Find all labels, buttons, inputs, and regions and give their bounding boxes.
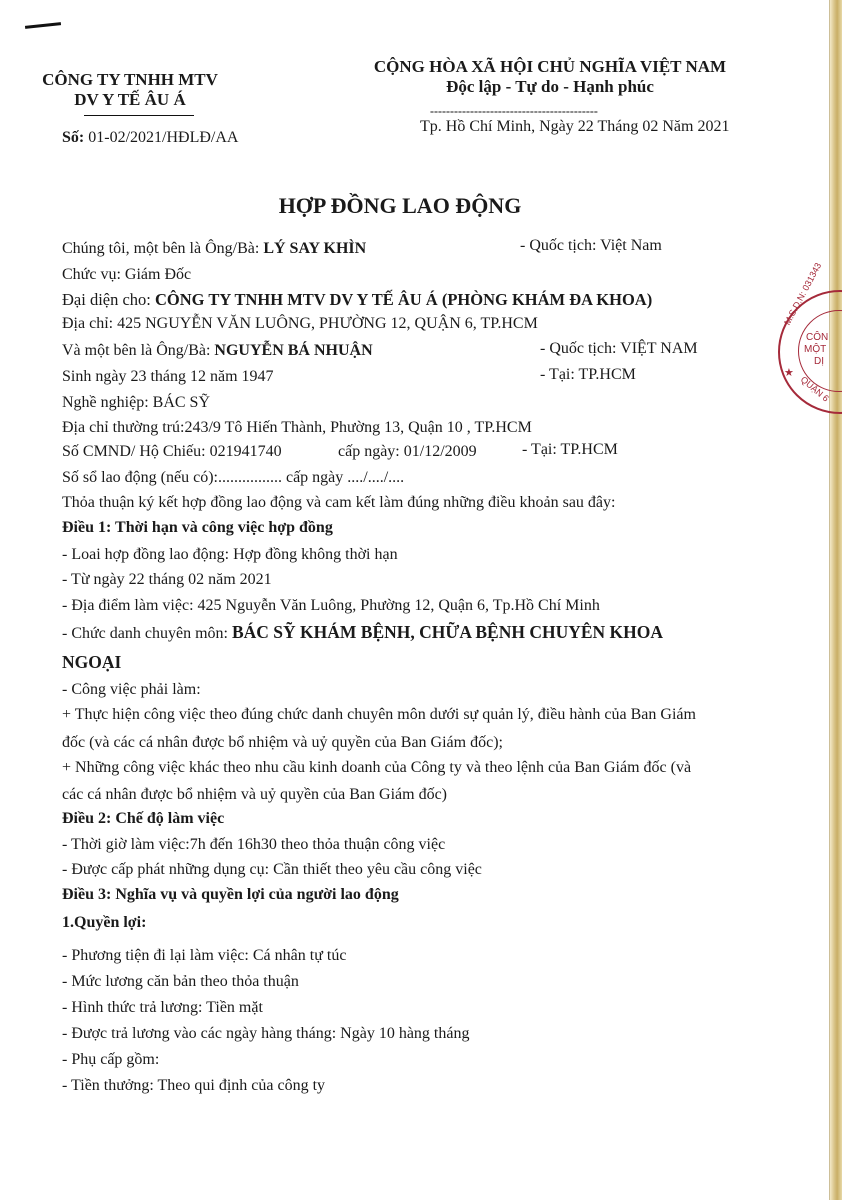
job-title-value: BÁC SỸ KHÁM BỆNH, CHỮA BỆNH CHUYÊN KHOA — [231, 622, 664, 642]
employee-nationality: - Quốc tịch: VIỆT NAM — [540, 340, 698, 357]
employer-position: Chức vụ: Giám Đốc — [62, 266, 192, 283]
article1-start-date: - Từ ngày 22 tháng 02 năm 2021 — [62, 571, 272, 588]
benefit-item: - Phương tiện đi lại làm việc: Cá nhân tự túc — [62, 947, 347, 964]
article3-subheading: 1.Quyền lợi: — [62, 914, 147, 931]
motto-dash-rule: ------------------------------------------ — [430, 104, 598, 118]
article1-heading: Điều 1: Thời hạn và công việc hợp đồng — [62, 519, 333, 536]
stamp-star-icon: ★ — [784, 367, 794, 379]
company-header — [30, 70, 230, 110]
employer-intro-label: Chúng tôi, một bên là Ông/Bà: — [62, 240, 264, 257]
article3-heading: Điều 3: Nghĩa vụ và quyền lợi của người lao động — [62, 886, 399, 903]
national-motto: Độc lập - Tự do - Hạnh phúc — [446, 77, 654, 96]
article1-work-place: - Địa điểm làm việc: 425 Nguyễn Văn Luông, Phường 12, Quận 6, Tp.Hồ Chí Minh — [62, 597, 600, 614]
article2-hours: - Thời giờ làm việc:7h đến 16h30 theo thỏa thuận công việc — [62, 836, 446, 853]
pen-mark — [25, 22, 61, 29]
employer-represent — [62, 290, 652, 310]
stamp-center-line1: CÔN — [806, 332, 829, 343]
employee-id-issue-place: - Tại: TP.HCM — [522, 441, 618, 458]
employee-residence: Địa chỉ thường trú:243/9 Tô Hiến Thành, Phường 13, Quận 10 , TP.HCM — [62, 419, 532, 436]
article1-duty2-line2: các cá nhân được bổ nhiệm và uỷ quyền của Ban Giám đốc) — [62, 786, 447, 803]
company-stamp — [778, 261, 842, 414]
article1-contract-type: - Loai hợp đồng lao động: Hợp đồng không thời hạn — [62, 546, 398, 563]
document-number-label: Số: — [62, 129, 85, 146]
employer-name: LÝ SAY KHÌN — [263, 240, 367, 257]
employee-birth: Sinh ngày 23 tháng 12 năm 1947 — [62, 368, 274, 385]
article1-duties-label: - Công việc phải làm: — [62, 681, 201, 698]
stamp-bottom-text: QUẬN 6 — [798, 374, 831, 404]
stamp-ring-text: M.S.D.N: 031343 — [782, 261, 824, 327]
company-name-line1: CÔNG TY TNHH MTV — [42, 70, 218, 89]
benefit-item: - Tiền thưởng: Theo qui định của công ty — [62, 1077, 326, 1094]
employee-intro — [62, 342, 373, 360]
employer-represent-label: Đại diện cho: — [62, 290, 156, 309]
benefit-item: - Được trả lương vào các ngày hàng tháng: Ngày 10 hàng tháng — [62, 1025, 470, 1042]
national-title: CỘNG HÒA XÃ HỘI CHỦ NGHĨA VIỆT NAM — [373, 57, 727, 76]
benefit-item: - Phụ cấp gồm: — [62, 1051, 160, 1068]
company-underline — [84, 115, 194, 116]
article2-equipment: - Được cấp phát những dụng cụ: Cần thiết theo yêu cầu công việc — [62, 861, 482, 878]
employee-id-issue-date: cấp ngày: 01/12/2009 — [338, 443, 477, 460]
place-date: Tp. Hồ Chí Minh, Ngày 22 Tháng 02 Năm 2021 — [420, 118, 730, 135]
stamp-center-line2: MỘT — [804, 344, 827, 355]
job-title-label: - Chức danh chuyên môn: — [62, 625, 232, 642]
employee-labor-book: Số sổ lao động (nếu có):................ cấp ngày ..../..../.... — [62, 469, 405, 486]
employer-address: Địa chỉ: 425 NGUYỄN VĂN LUÔNG, PHƯỜNG 12, QUẬN 6, TP.HCM — [62, 315, 538, 332]
article1-duty1-line2: đốc (và các cá nhân được bổ nhiệm và uỷ quyền của Ban Giám đốc); — [62, 734, 503, 751]
employee-intro-label: Và một bên là Ông/Bà: — [62, 342, 215, 359]
agreement-statement: Thỏa thuận ký kết hợp đồng lao động và cam kết làm đúng những điều khoản sau đây: — [62, 494, 616, 511]
employer-nationality: - Quốc tịch: Việt Nam — [520, 237, 662, 254]
article1-job-title-cont: NGOẠI — [62, 652, 122, 672]
document-number — [62, 129, 238, 147]
article2-heading: Điều 2: Chế độ làm việc — [62, 810, 225, 827]
article1-duty1-line1: + Thực hiện công việc theo đúng chức danh chuyên môn dưới sự quản lý, điều hành của Ban Giám — [62, 706, 696, 723]
employer-company: CÔNG TY TNHH MTV DV Y TẾ ÂU Á (PHÒNG KHÁM ĐA KHOA) — [155, 290, 653, 309]
article1-duty2-line1: + Những công việc khác theo nhu cầu kinh doanh của Công ty và theo lệnh của Ban Giám đốc (và — [62, 759, 692, 776]
stamp-center-line3: DỊ — [814, 356, 824, 367]
article1-job-title — [62, 622, 663, 643]
scan-edge-strip — [830, 0, 842, 1200]
document-title: HỢP ĐỒNG LAO ĐỘNG — [278, 193, 522, 218]
employee-birth-place: - Tại: TP.HCM — [540, 366, 636, 383]
benefit-item: - Hình thức trả lương: Tiền mặt — [62, 999, 263, 1016]
employee-name: NGUYỄN BÁ NHUẬN — [214, 342, 373, 359]
employee-id-number: Số CMND/ Hộ Chiếu: 021941740 — [62, 443, 282, 460]
employee-occupation: Nghề nghiệp: BÁC SỸ — [62, 394, 210, 411]
benefit-item: - Mức lương căn bản theo thỏa thuận — [62, 973, 299, 990]
national-header — [340, 57, 760, 97]
employer-intro — [62, 240, 366, 258]
document-number-value: 01-02/2021/HĐLĐ/AA — [84, 129, 239, 146]
company-name-line2: DV Y TẾ ÂU Á — [74, 90, 186, 109]
